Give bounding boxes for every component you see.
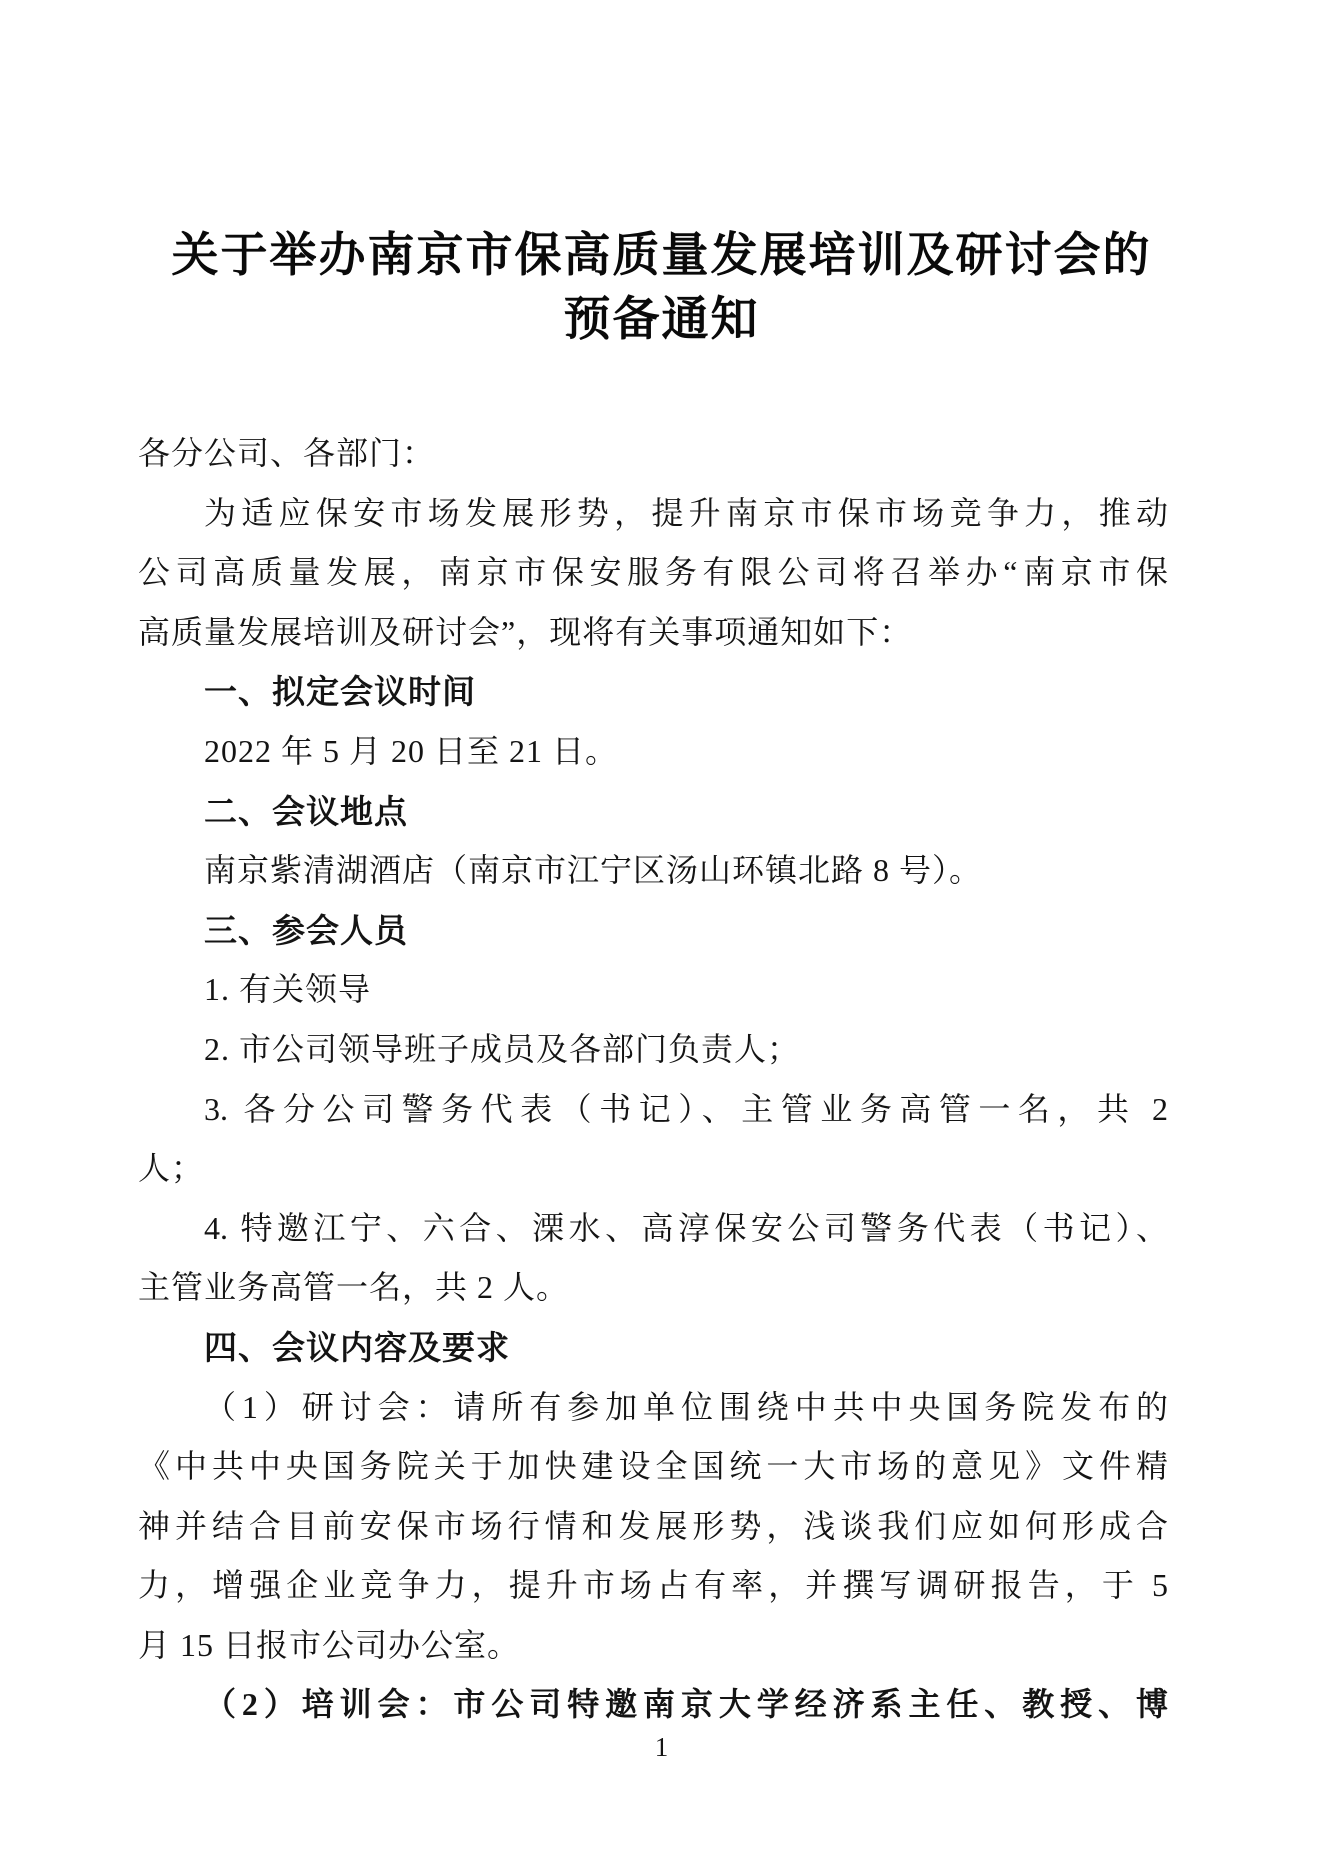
attendee-item-1: 1. 有关领导	[204, 971, 372, 1008]
seminar-paragraph-line-4: 力，增强企业竞争力，提升市场占有率，并撰写调研报告，于 5	[138, 1567, 1168, 1604]
document-title-line-2: 预备通知	[563, 294, 760, 346]
section-3-heading: 三、参会人员	[204, 911, 408, 949]
section-4-heading: 四、会议内容及要求	[204, 1328, 510, 1366]
intro-paragraph-line-1: 为适应保安市场发展形势，提升南京市保市场竞争力，推动	[204, 494, 1168, 531]
attendee-item-4-line-1: 4. 特邀江宁、六合、溧水、高淳保安公司警务代表（书记）、	[204, 1209, 1168, 1246]
attendee-item-3-line-1: 3. 各分公司警务代表（书记）、主管业务高管一名，共 2	[204, 1090, 1168, 1127]
meeting-venue-line: 南京紫清湖酒店（南京市江宁区汤山环镇北路 8 号）。	[204, 852, 983, 889]
document-title-line-1: 关于举办南京市保高质量发展培训及研讨会的	[171, 230, 1152, 282]
attendee-item-4-line-2: 主管业务高管一名，共 2 人。	[138, 1269, 570, 1306]
seminar-paragraph-line-2: 《中共中央国务院关于加快建设全国统一大市场的意见》文件精	[138, 1448, 1168, 1485]
attendee-item-3-line-2: 人；	[138, 1150, 205, 1187]
document-title	[60, 224, 1263, 352]
intro-paragraph-line-3: 高质量发展培训及研讨会”，现将有关事项通知如下：	[138, 613, 913, 650]
seminar-paragraph-line-1: （1）研讨会：请所有参加单位围绕中共中央国务院发布的	[204, 1388, 1168, 1425]
seminar-paragraph-line-5: 月 15 日报市公司办公室。	[138, 1626, 521, 1663]
page-number: 1	[654, 1732, 669, 1762]
section-2-heading: 二、会议地点	[204, 792, 408, 830]
seminar-paragraph-line-3: 神并结合目前安保市场行情和发展形势，浅谈我们应如何形成合	[138, 1507, 1168, 1544]
section-1-heading: 一、拟定会议时间	[204, 673, 476, 711]
training-paragraph-line-1: （2）培训会：市公司特邀南京大学经济系主任、教授、博	[204, 1686, 1168, 1723]
intro-paragraph-line-2: 公司高质量发展，南京市保安服务有限公司将召举办“南京市保	[138, 554, 1168, 591]
document-body	[138, 424, 1168, 1735]
attendee-item-2: 2. 市公司领导班子成员及各部门负责人；	[204, 1030, 801, 1067]
meeting-time-line: 2022 年 5 月 20 日至 21 日。	[204, 732, 619, 769]
salutation-line: 各分公司、各部门：	[138, 435, 436, 471]
